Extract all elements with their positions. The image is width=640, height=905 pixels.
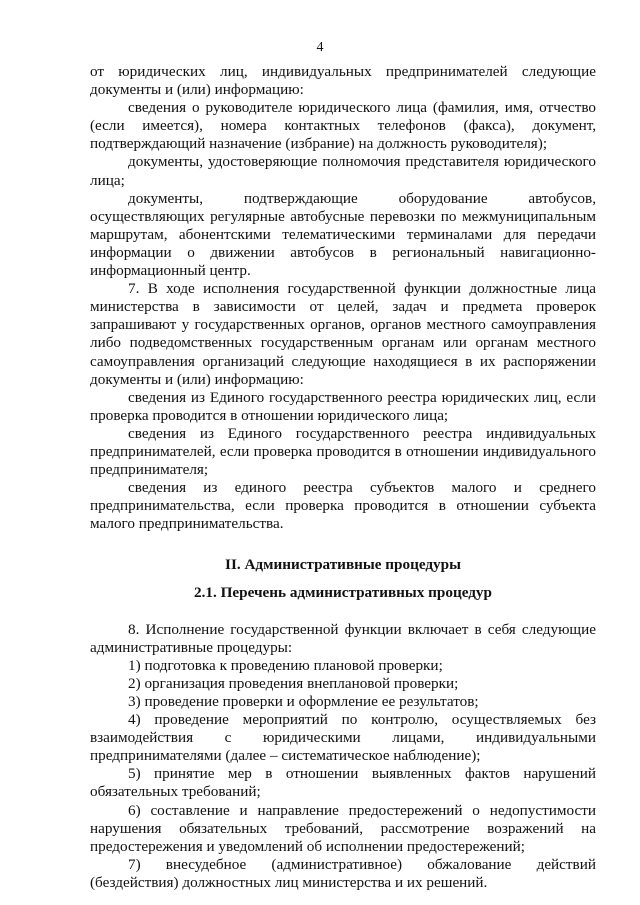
list-item: 1) подготовка к проведению плановой проверки; <box>128 656 443 674</box>
document-body <box>90 63 596 892</box>
subsection-heading: 2.1. Перечень административных процедур <box>194 583 492 601</box>
paragraph: документы, подтверждающие оборудование автобусов, осуществляющих регулярные автобусные перевозки по межмуниципальным маршрутам, абонентскими телематическими терминалами для передачи информации о движении автобусов в региональный навигационно-информационный центр. <box>90 189 596 280</box>
paragraph: 7. В ходе исполнения государственной функции должностные лица министерства в зависимости от целей, задач и предмета проверок запрашивают у государственных органов, органов местного самоуправления либо подведомственных государственным органам или органам местного самоуправления организаций следующие находящиеся в их распоряжении документы и (или) информацию: <box>90 280 596 388</box>
paragraph: сведения из Единого государственного реестра индивидуальных предпринимателей, если проверка проводится в отношении индивидуального предпринимателя; <box>90 424 596 479</box>
list-item: 2) организация проведения внеплановой проверки; <box>128 674 459 692</box>
page-number: 4 <box>316 40 324 55</box>
paragraph: сведения о руководителе юридического лица (фамилия, имя, отчество (если имеется), номера контактных телефонов (факса), документ, подтверждающий назначение (избрание) на должность руководителя); <box>90 99 596 153</box>
paragraph: сведения из Единого государственного реестра юридических лиц, если проверка проводится в отношении юридического лица; <box>90 388 596 424</box>
paragraph: от юридических лиц, индивидуальных предпринимателей следующие документы и (или) информацию: <box>90 63 596 99</box>
paragraph: документы, удостоверяющие полномочия представителя юридического лица; <box>90 153 596 189</box>
section-heading: II. Административные процедуры <box>225 556 461 574</box>
paragraph: 8. Исполнение государственной функции включает в себя следующие административные процедуры: <box>90 620 596 656</box>
list-item: 4) проведение мероприятий по контролю, осуществляемых без взаимодействия с юридическими лицами, индивидуальными предпринимателями (далее – систематическое наблюдение); <box>90 711 596 765</box>
list-item: 7) внесудебное (административное) обжалование действий (бездействия) должностных лиц министерства и их решений. <box>90 855 596 891</box>
list-item: 3) проведение проверки и оформление ее результатов; <box>128 693 479 710</box>
list-item: 6) составление и направление предостережений о недопустимости нарушения обязательных требований, рассмотрение возражений на предостережения и уведомлений об исполнении предостережений; <box>90 801 596 855</box>
paragraph: сведения из единого реестра субъектов малого и среднего предпринимательства, если проверка проводится в отношении субъекта малого предпринимательства. <box>90 479 596 533</box>
list-item: 5) принятие мер в отношении выявленных фактов нарушений обязательных требований; <box>90 765 596 801</box>
